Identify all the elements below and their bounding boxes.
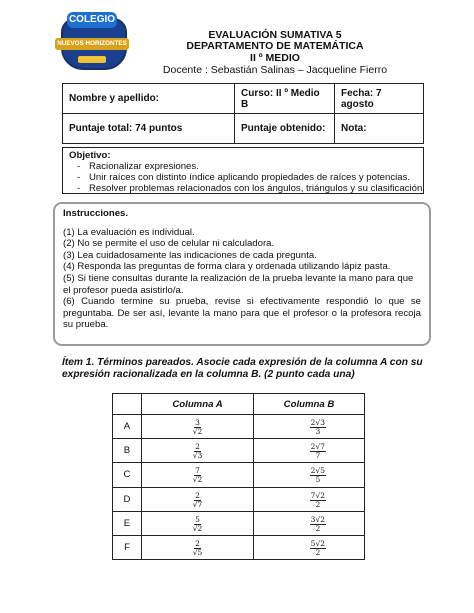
fraction-numerator: 5 bbox=[195, 514, 200, 524]
table-row bbox=[113, 535, 365, 559]
table-row bbox=[113, 439, 365, 463]
row-letter: E bbox=[113, 511, 142, 535]
exam-title: EVALUACIÓN SUMATIVA 5 bbox=[208, 29, 342, 41]
fraction-denominator: √2 bbox=[192, 523, 203, 533]
row-letter: B bbox=[113, 439, 142, 463]
logo-tag bbox=[78, 56, 106, 63]
column-b-expression[interactable] bbox=[254, 511, 365, 535]
date-field: Fecha: 7 agosto bbox=[335, 84, 424, 114]
fraction-numerator: 2√5 bbox=[310, 466, 325, 476]
fraction-numerator: 2 bbox=[195, 539, 200, 549]
column-a-expression[interactable] bbox=[142, 415, 254, 439]
objective-item: - Racionalizar expresiones. bbox=[89, 161, 417, 172]
objective-item: - Unir raíces con distinto índice aplicando propiedades de raíces y potencias. bbox=[89, 172, 417, 183]
table-row bbox=[113, 511, 365, 535]
instruction-item: (1) La evaluación es individual. bbox=[63, 226, 195, 238]
fraction-numerator: 2 bbox=[195, 442, 200, 452]
column-a-expression[interactable] bbox=[142, 463, 254, 487]
fraction-numerator: 2 bbox=[195, 490, 200, 500]
table-row bbox=[113, 463, 365, 487]
fraction-numerator: 2√7 bbox=[310, 442, 325, 452]
grade-title: II º MEDIO bbox=[250, 52, 300, 64]
row-letter: F bbox=[113, 535, 142, 559]
fraction-denominator: 7 bbox=[315, 451, 321, 461]
objective-title: Objetivo: bbox=[69, 150, 111, 161]
column-b-header: Columna B bbox=[254, 394, 365, 415]
grade-field[interactable]: Nota: bbox=[335, 114, 424, 144]
column-b-expression[interactable] bbox=[254, 463, 365, 487]
teachers-line: Docente : Sebastián Salinas – Jacqueline Fierro bbox=[162, 64, 388, 76]
column-b-expression[interactable] bbox=[254, 535, 365, 559]
table-row bbox=[113, 415, 365, 439]
instructions-box bbox=[53, 202, 431, 346]
objective-list bbox=[69, 161, 425, 194]
column-b-expression[interactable] bbox=[254, 415, 365, 439]
logo-top-text: COLEGIO bbox=[67, 12, 117, 28]
column-b-expression[interactable] bbox=[254, 487, 365, 511]
column-a-expression[interactable] bbox=[142, 511, 254, 535]
objective-item: - Resolver problemas relacionados con los ángulos, triángulos y su clasificación. bbox=[89, 183, 417, 194]
school-logo bbox=[55, 12, 129, 70]
fraction-denominator: √3 bbox=[192, 451, 203, 461]
row-letter: C bbox=[113, 463, 142, 487]
fraction-denominator: 2 bbox=[315, 548, 321, 558]
instructions-title: Instrucciones. bbox=[63, 208, 129, 219]
student-info-table bbox=[62, 83, 424, 144]
instruction-item: (2) No se permite el uso de celular ni calculadora. bbox=[63, 238, 275, 250]
pairing-table bbox=[112, 393, 365, 560]
fraction-denominator: 2 bbox=[315, 499, 321, 509]
fraction-denominator: √5 bbox=[192, 548, 203, 558]
total-score-field: Puntaje total: 74 puntos bbox=[63, 114, 235, 144]
fraction-numerator: 3√2 bbox=[310, 514, 325, 524]
fraction-denominator: √2 bbox=[192, 427, 203, 437]
corner-cell bbox=[113, 394, 142, 415]
instruction-item: (5) Si tiene consultas durante la realización de la prueba levante la mano para que el profesor pueda asistirlo/a. bbox=[63, 272, 414, 296]
row-letter: A bbox=[113, 415, 142, 439]
instruction-item: (4) Responda las preguntas de forma clara y ordenada utilizando lápiz pasta. bbox=[63, 261, 391, 273]
table-row bbox=[113, 487, 365, 511]
fraction-denominator: 2 bbox=[315, 523, 321, 533]
fraction-denominator: 5 bbox=[315, 475, 321, 485]
fraction-denominator: √2 bbox=[192, 475, 203, 485]
fraction-numerator: 5√2 bbox=[310, 539, 325, 549]
item1-heading: Ítem 1. Términos pareados. Asocie cada expresión de la columna A con su expresión racionalizada en la columna B. (2 punto cada una) bbox=[62, 357, 423, 380]
fraction-numerator: 7 bbox=[195, 466, 200, 476]
fraction-numerator: 2√3 bbox=[310, 418, 325, 428]
fraction-numerator: 7√2 bbox=[310, 490, 325, 500]
instruction-item: (6) Cuando termine su prueba, revise si efectivamente respondió lo que se preguntaba. De ser así, levante la mano para que el profesor o la profesora recoja su prueba. bbox=[63, 296, 421, 331]
fraction-denominator: 3 bbox=[315, 427, 321, 437]
instruction-item: (3) Lea cuidadosamente las indicaciones de cada pregunta. bbox=[63, 249, 317, 261]
obtained-score-field[interactable]: Puntaje obtenido: bbox=[235, 114, 335, 144]
objective-box bbox=[62, 147, 424, 194]
row-letter: D bbox=[113, 487, 142, 511]
column-a-expression[interactable] bbox=[142, 439, 254, 463]
column-a-expression[interactable] bbox=[142, 535, 254, 559]
column-a-header: Columna A bbox=[142, 394, 254, 415]
fraction-numerator: 3 bbox=[195, 418, 200, 428]
name-field[interactable]: Nombre y apellido: bbox=[63, 84, 235, 114]
column-b-expression[interactable] bbox=[254, 439, 365, 463]
logo-banner-text: NUEVOS HORIZONTES bbox=[55, 38, 129, 50]
department-title: DEPARTAMENTO DE MATEMÁTICA bbox=[186, 40, 364, 52]
fraction-denominator: √7 bbox=[192, 499, 203, 509]
course-field: Curso: II º Medio B bbox=[235, 84, 335, 114]
column-a-expression[interactable] bbox=[142, 487, 254, 511]
